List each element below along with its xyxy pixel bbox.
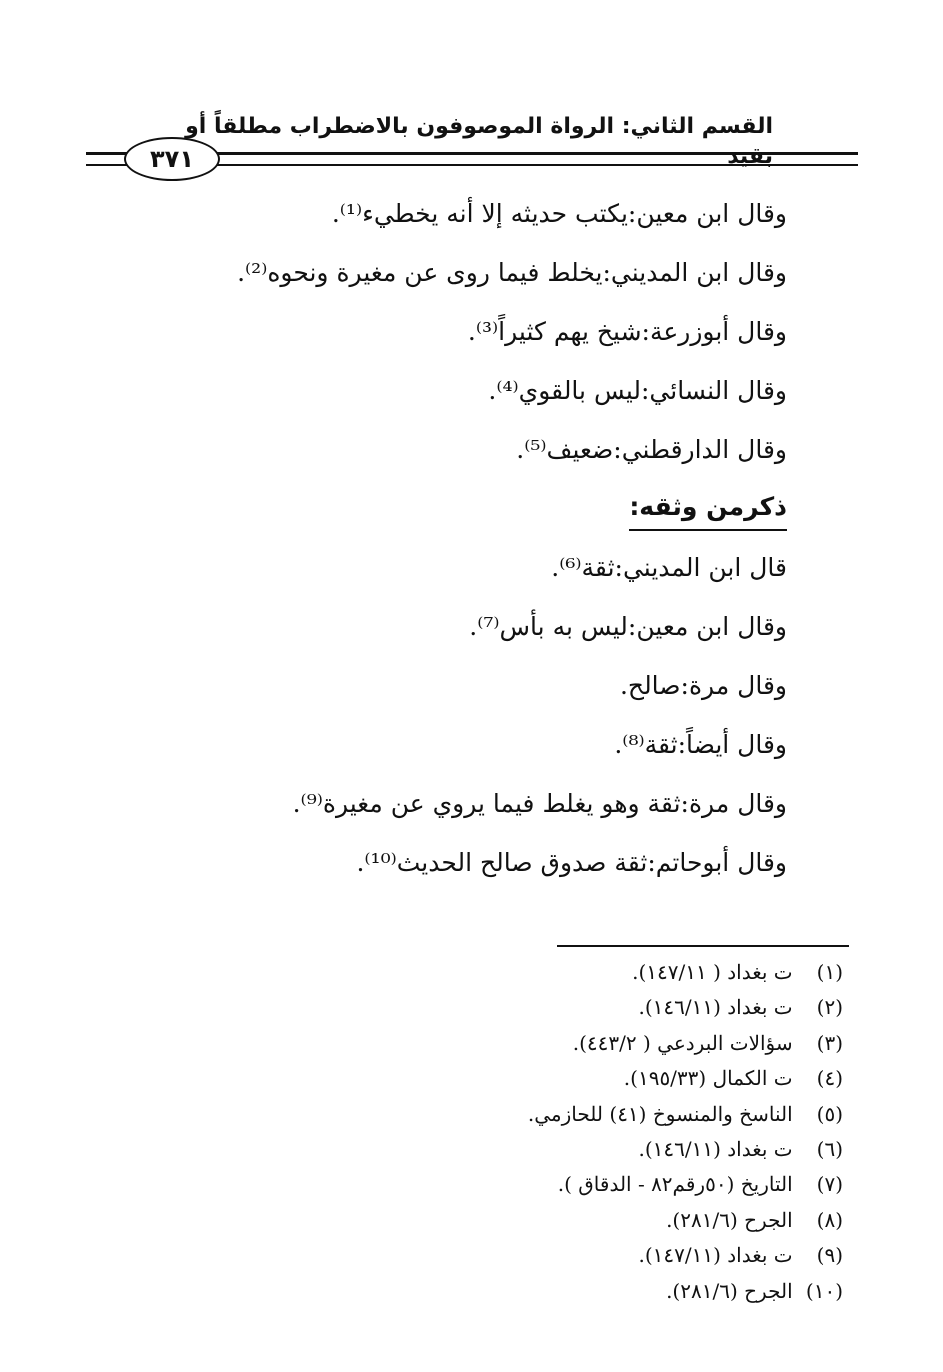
footnote-text: ت بغداد ( ١٤٧/١١). [632,960,793,984]
section-heading-row [227,483,787,542]
footnote-text: الناسخ والمنسوخ (٤١) للحازمي. [527,1101,793,1126]
text-line: وقال أيضاً:ثقة⁽⁸⁾. [614,730,787,759]
footnote [243,1239,843,1274]
footnote-text: ت بغداد (١٤٦/١١). [638,1136,793,1161]
footnote-number: (١٠) [805,1278,843,1303]
footnote [243,1275,843,1310]
footnote-number: (٢) [816,995,843,1020]
footnote [243,1168,843,1203]
footnote-text: ت الكمال (١٩٥/٣٣). [623,1066,793,1091]
footnote-number: (٨) [816,1207,843,1232]
page-number: ٣٧١ [124,137,220,181]
running-header-title: القسم الثاني: الرواة الموصوفون بالاضطراب مطلقاً أو بقيد [185,114,773,169]
footnote [243,1133,843,1168]
footnote-text: سؤالات البردعي ( ٤٤٣/٢). [572,1030,793,1055]
text-line: وقال النسائي:ليس بالقوي⁽⁴⁾. [488,376,787,405]
section-heading: ذكرمن وثقه: [629,487,787,531]
footnote [243,1027,843,1062]
text-line: قال ابن المديني:ثقة⁽⁶⁾. [551,553,787,582]
footnote-number: (٥) [816,1101,843,1126]
footnote-text: الجرح (٢٨١/٦). [666,1207,793,1232]
footnote-separator [557,945,849,947]
footnote-number: (٦) [816,1136,843,1161]
footnote-text: ت بغداد (١٤٧/١١). [638,1243,793,1268]
footnote [243,1062,843,1097]
text-line: وقال مرة:ثقة وهو يغلط فيما يروي عن مغيرة⁽⁹⁾. [292,789,787,818]
footnote-text: التاريخ (٥٠رقم٨٢ - الدقاق ). [557,1172,793,1197]
footnote-text: الجرح (٢٨١/٦). [666,1278,793,1303]
main-text [227,188,787,896]
footnote [243,991,843,1026]
text-line: وقال أبوحاتم:ثقة صدوق صالح الحديث⁽¹⁰⁾. [356,848,787,877]
footnote [243,956,843,991]
footnote [243,1204,843,1239]
text-line: وقال ابن معين:يكتب حديثه إلا أنه يخطيء⁽¹⁾. [331,199,787,228]
footnote-number: (٤) [816,1066,843,1091]
footnote-number: (٧) [816,1172,843,1197]
text-line: وقال مرة:صالح. [619,671,787,700]
footnotes [243,956,843,1310]
footnote-number: (٩) [816,1243,843,1268]
text-line: وقال الدارقطني:ضعيف⁽⁵⁾. [516,435,787,464]
text-line: وقال ابن معين:ليس به بأس⁽⁷⁾. [469,612,787,641]
text-line: وقال أبوزرعة:شيخ يهم كثيراً⁽³⁾. [467,317,787,346]
footnote-text: ت بغداد (١٤٦/١١). [638,995,793,1020]
text-line: وقال ابن المديني:يخلط فيما روى عن مغيرة ونحوه⁽²⁾. [237,258,787,287]
footnote-number: (١) [816,960,843,984]
footnote-number: (٣) [816,1030,843,1055]
footnote [243,1098,843,1133]
